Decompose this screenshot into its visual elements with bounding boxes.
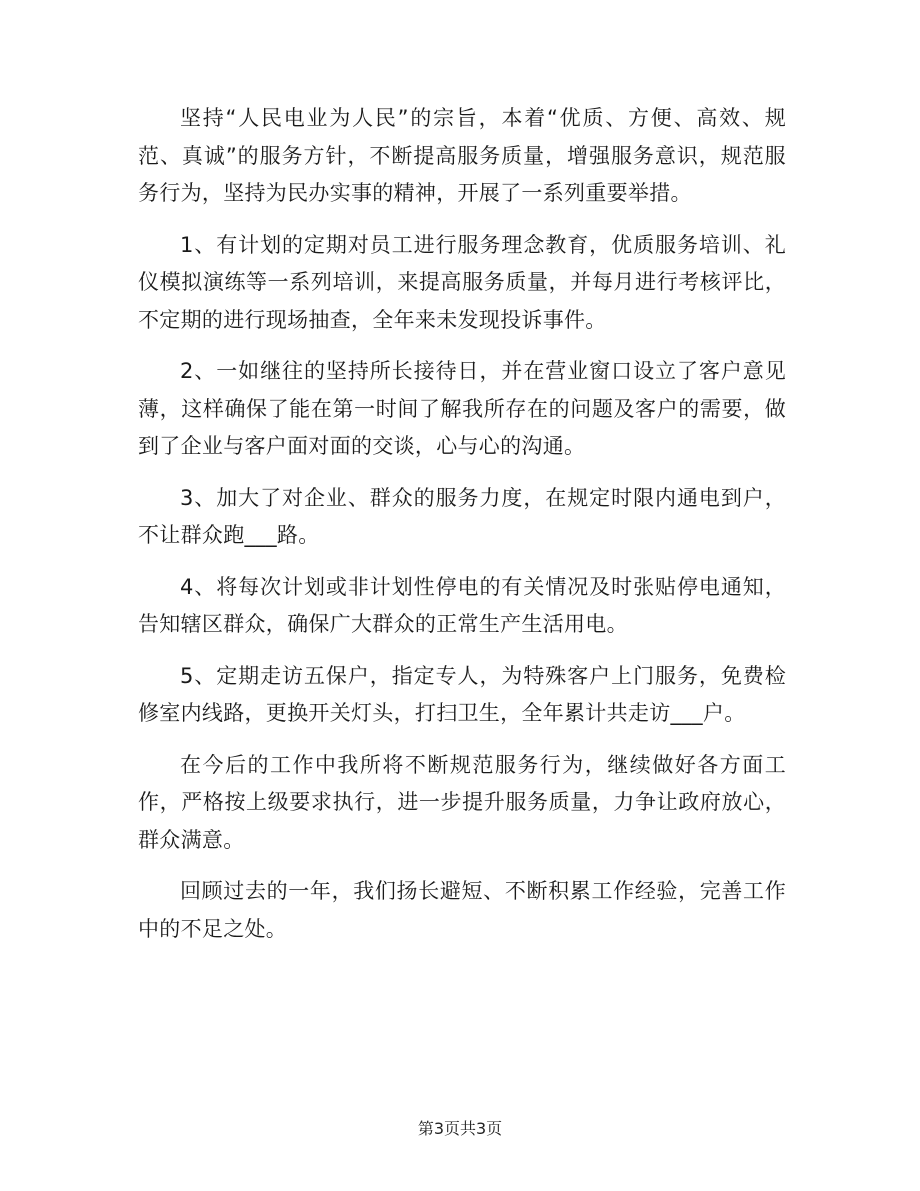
paragraph-item-3: 3、加大了对企业、群众的服务力度，在规定时限内通电到户，不让群众跑___路。 — [138, 485, 786, 547]
paragraph-item-1: 1、有计划的定期对员工进行服务理念教育，优质服务培训、礼仪模拟演练等一系列培训，来提高服务质量，并每月进行考核评比，不定期的进行现场抽查，全年来未发现投诉事件。 — [138, 232, 786, 332]
document-body — [138, 100, 786, 962]
paragraph-item-4: 4、将每次计划或非计划性停电的有关情况及时张贴停电通知，告知辖区群众，确保广大群众的正常生产生活用电。 — [138, 574, 786, 636]
paragraph-future: 在今后的工作中我所将不断规范服务行为，继续做好各方面工作，严格按上级要求执行，进一步提升服务质量，力争让政府放心，群众满意。 — [138, 752, 786, 852]
page-number-footer: 第3页共3页 — [417, 1119, 503, 1138]
paragraph-intro: 坚持“人民电业为人民”的宗旨，本着“优质、方便、高效、规范、真诚”的服务方针，不断提高服务质量，增强服务意识，规范服务行为，坚持为民办实事的精神，开展了一系列重要举措。 — [138, 106, 786, 205]
paragraph-review: 回顾过去的一年，我们扬长避短、不断积累工作经验，完善工作中的不足之处。 — [138, 879, 786, 941]
paragraph-item-5: 5、定期走访五保户，指定专人，为特殊客户上门服务，免费检修室内线路，更换开关灯头，打扫卫生，全年累计共走访___户。 — [138, 663, 786, 725]
paragraph-item-2: 2、一如继往的坚持所长接待日，并在营业窗口设立了客户意见薄，这样确保了能在第一时间了解我所存在的问题及客户的需要，做到了企业与客户面对面的交谈，心与心的沟通。 — [138, 359, 786, 458]
